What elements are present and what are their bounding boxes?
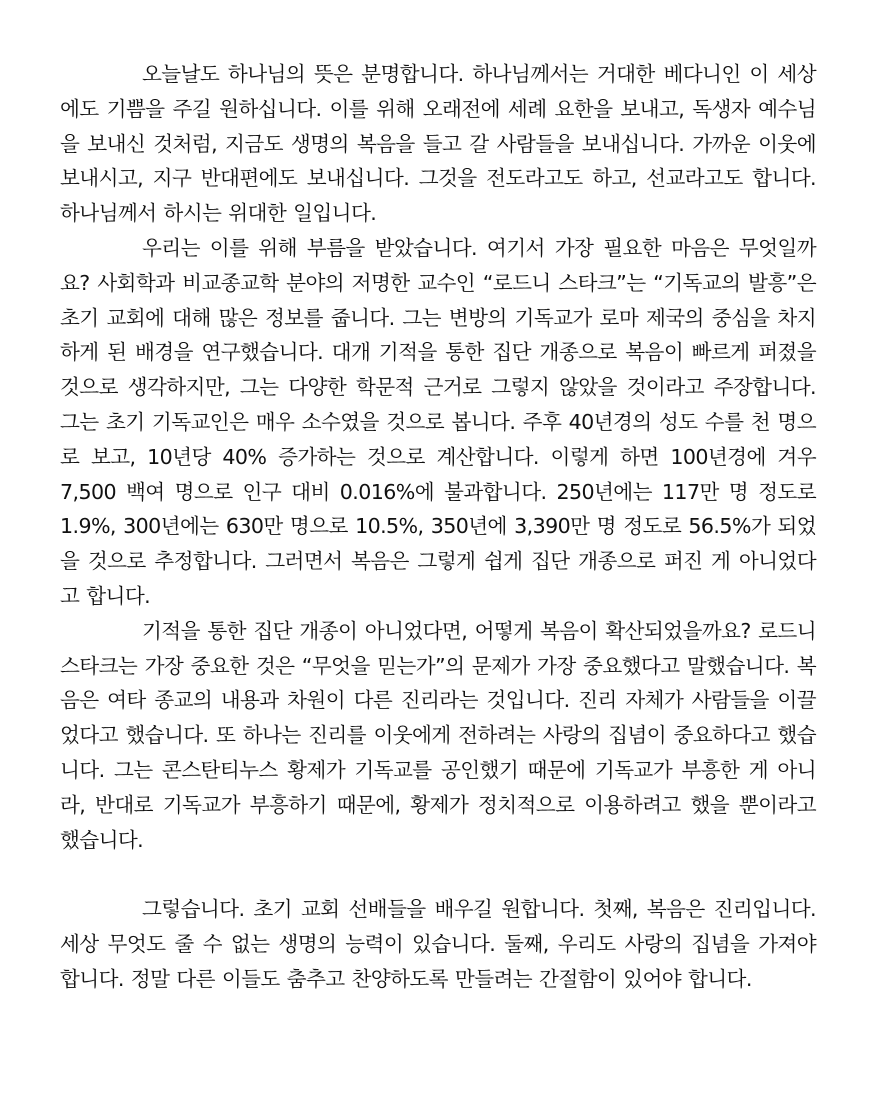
paragraph-3: 기적을 통한 집단 개종이 아니었다면, 어떻게 복음이 확산되었을까요? 로드니 스타크는 가장 중요한 것은 “무엇을 믿는가”의 문제가 가장 중요했다고 말했습니다. 복음은 여타 종교의 내용과 차원이 다른 진리라는 것입니다. 진리 자체가 사람들을 이끌었다고 했습니다. 또 하나는 진리를 이웃에게 전하려는 사랑의 집념이 중요하다고 했습니다. 그는 콘스탄티누스 황제가 기독교를 공인했기 때문에 기독교가 부흥한 게 아니라, 반대로 기독교가 부흥하기 때문에, 황제가 정치적으로 이용하려고 했을 뿐이라고 했습니다.	[60, 618, 816, 852]
paragraph-2: 우리는 이를 위해 부름을 받았습니다. 여기서 가장 필요한 마음은 무엇일까요? 사회학과 비교종교학 분야의 저명한 교수인 “로드니 스타크”는 “기독교의 발흥”은 초기 교회에 대해 많은 정보를 줍니다. 그는 변방의 기독교가 로마 제국의 중심을 차지하게 된 배경을 연구했습니다. 대개 기적을 통한 집단 개종으로 복음이 빠르게 퍼졌을 것으로 생각하지만, 그는 다양한 학문적 근거로 그렇지 않았을 것이라고 주장합니다. 그는 초기 기독교인은 매우 소수였을 것으로 봅니다. 주후 40년경의 성도 수를 천 명으로 보고, 10년당 40% 증가하는 것으로 계산합니다. 이렇게 하면 100년경에 겨우 7,500 백여 명으로 인구 대비 0.016%에 불과합니다. 250년에는 117만 명 정도로 1.9%, 300년에는 630만 명으로 10.5%, 350년에 3,390만 명 정도로 56.5%가 되었을 것으로 추정합니다. 그러면서 복음은 그렇게 쉽게 집단 개종으로 퍼진 게 아니었다고 합니다.	[60, 235, 816, 608]
document-body	[60, 57, 816, 997]
paragraph-1: 오늘날도 하나님의 뜻은 분명합니다. 하나님께서는 거대한 베다니인 이 세상에도 기쁨을 주길 원하십니다. 이를 위해 오래전에 세례 요한을 보내고, 독생자 예수님을 보내신 것처럼, 지금도 생명의 복음을 들고 갈 사람들을 보내십니다. 가까운 이웃에 보내시고, 지구 반대편에도 보내십니다. 그것을 전도라고도 하고, 선교라고도 합니다. 하나님께서 하시는 위대한 일입니다.	[60, 62, 816, 226]
paragraph-4: 그렇습니다. 초기 교회 선배들을 배우길 원합니다. 첫째, 복음은 진리입니다. 세상 무엇도 줄 수 없는 생명의 능력이 있습니다. 둘째, 우리도 사랑의 집념을 가져야 합니다. 정말 다른 이들도 춤추고 찬양하도록 만들려는 간절함이 있어야 합니다.	[60, 897, 816, 991]
